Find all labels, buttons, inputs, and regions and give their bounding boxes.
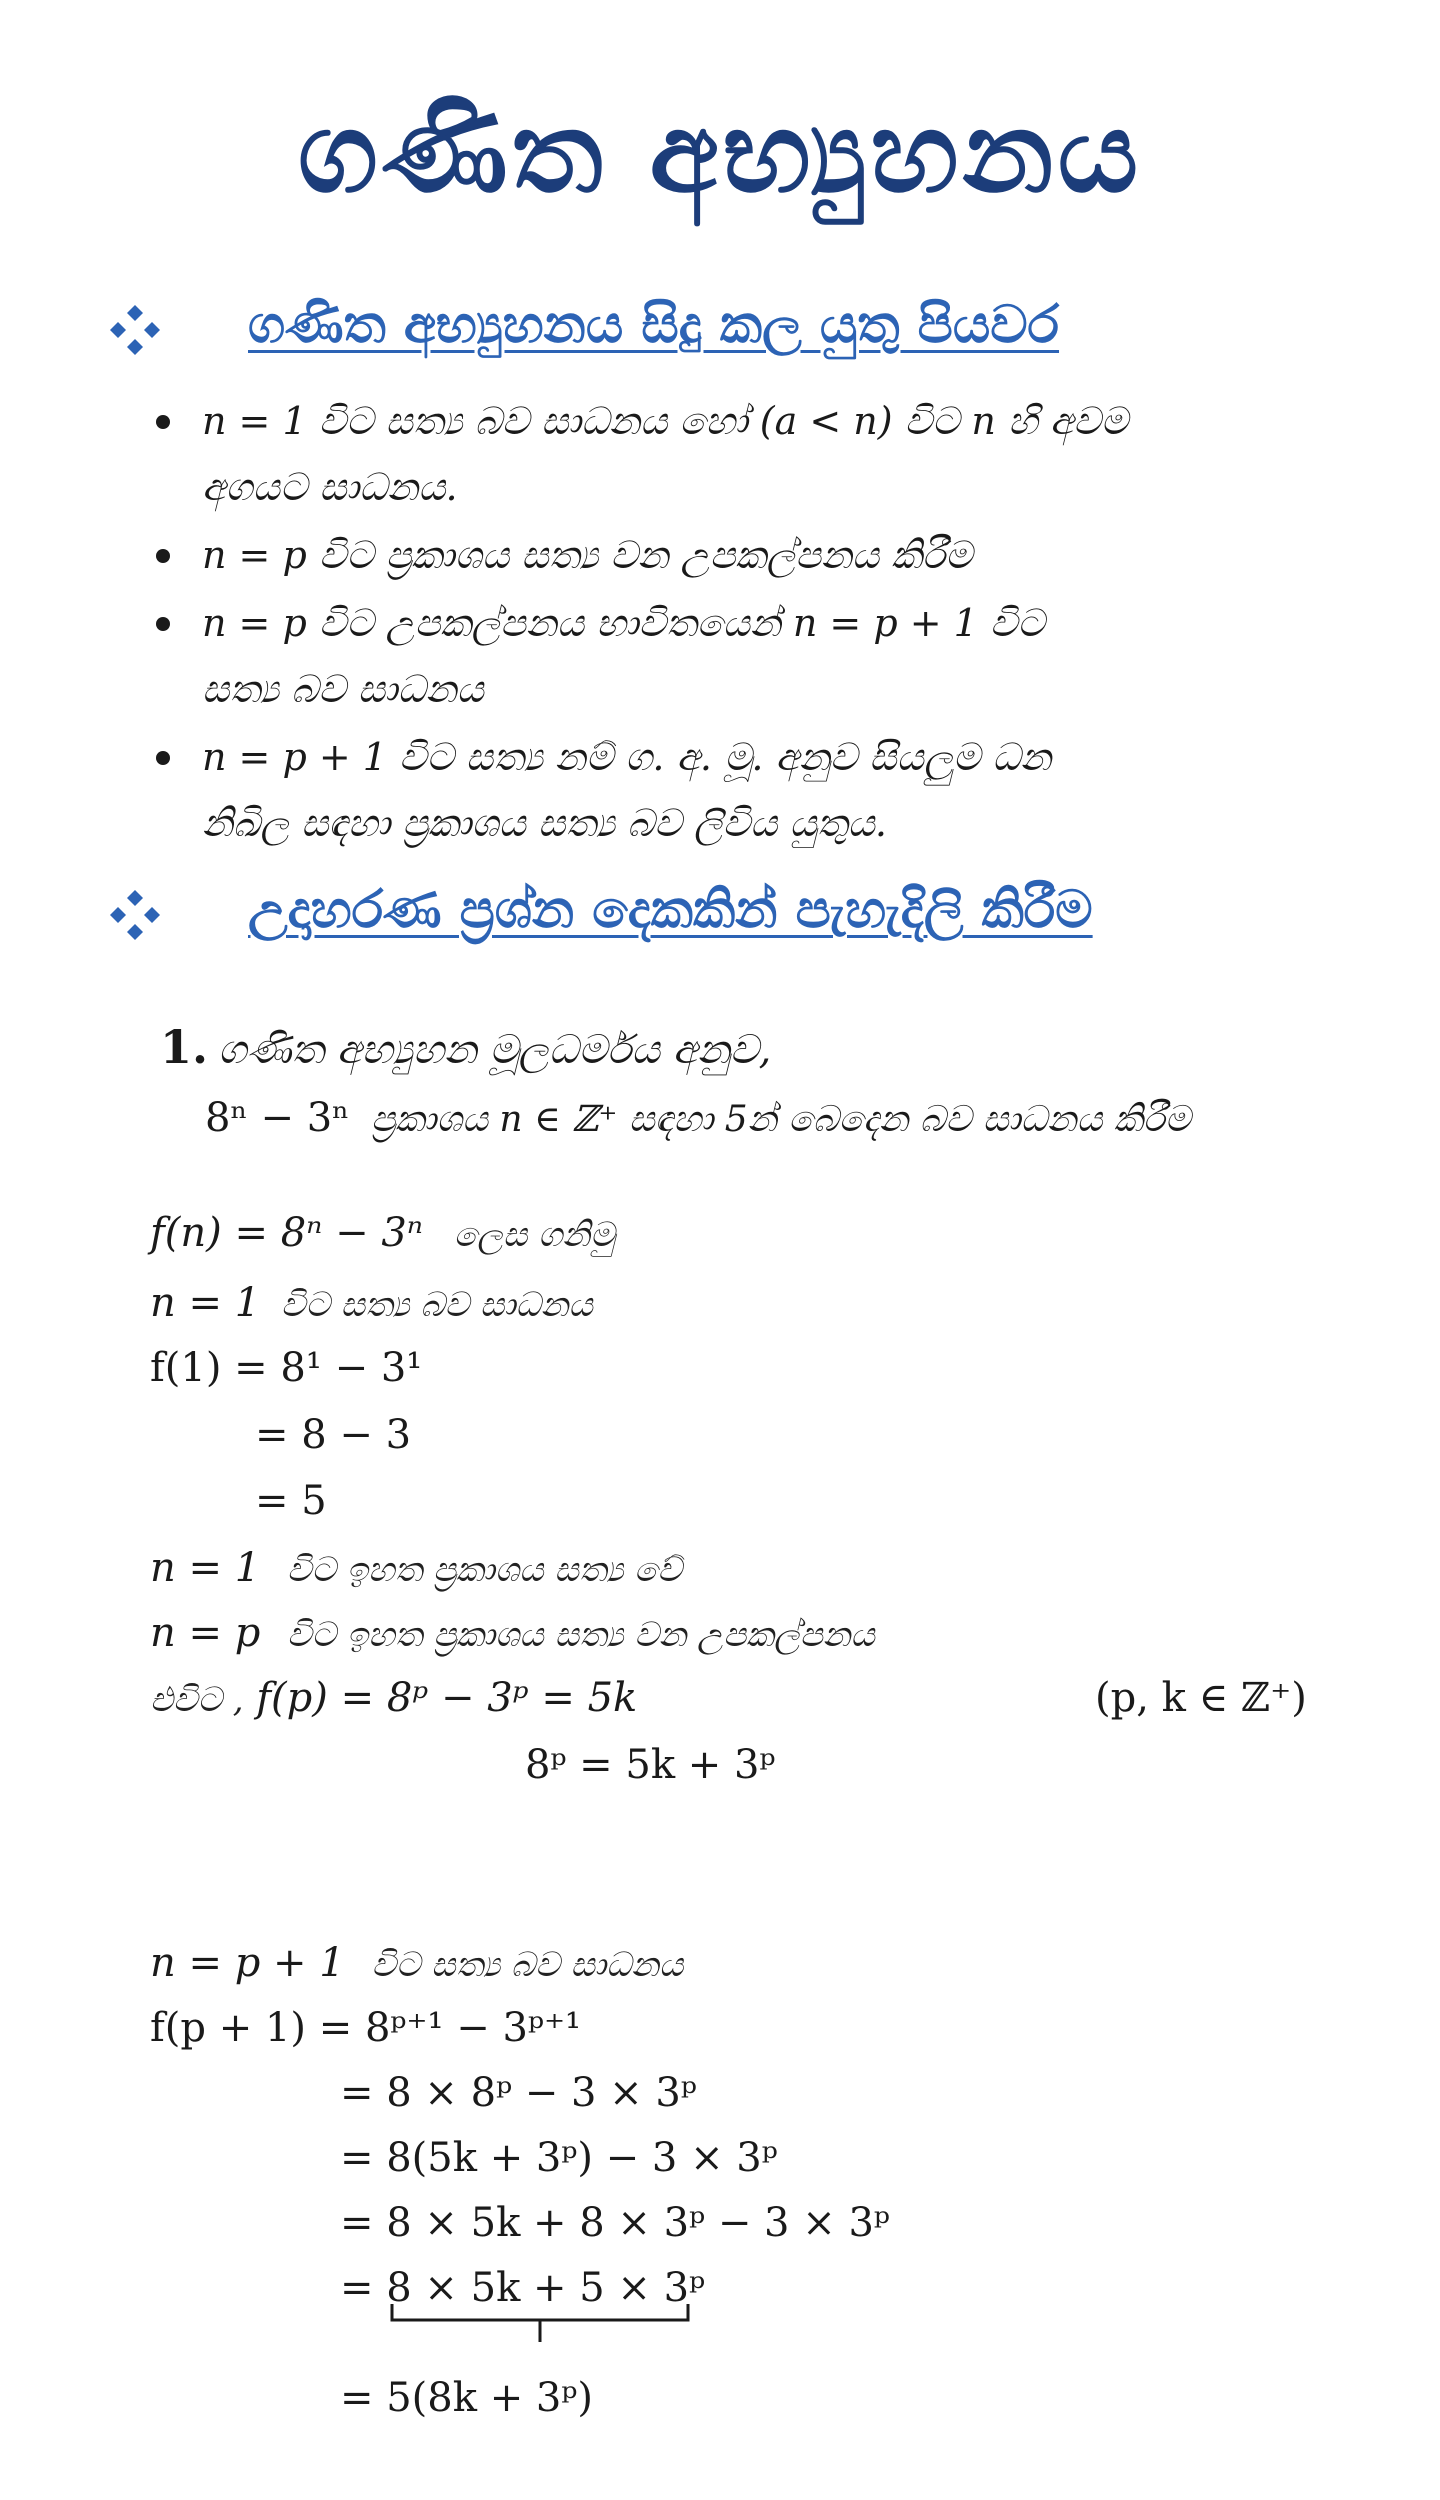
work-step-5: = 8 × 5k + 5 × 3ᵖ xyxy=(340,2265,706,2311)
bullet-icon xyxy=(156,415,170,429)
question-line-1: 1. ගණිත අභ්‍යුහන මූලධර්මය අනුව, xyxy=(160,1020,772,1074)
bullet-icon xyxy=(156,549,170,563)
section-heading-steps xyxy=(108,295,1368,385)
bullet-icon xyxy=(156,617,170,631)
bullet-icon xyxy=(156,751,170,765)
work-step-2: = 8 × 8ᵖ − 3 × 3ᵖ xyxy=(340,2070,697,2116)
page-title: ගණිත අභ්‍යුහනය xyxy=(297,88,1143,218)
diamond-bullet-icon xyxy=(108,303,162,357)
section-heading-text: උදාහරණ ප්‍රශ්න දෙකකින් පැහැදිලි කිරීම xyxy=(248,880,1093,940)
list-item: n = 1 විට සත්‍ය බව සාධනය හෝ (a < n) විට n හි අවම අගයට සාධනය. xyxy=(150,388,1290,520)
work-base-head: n = 1 විට සත්‍ය බව සාධනය xyxy=(150,1280,593,1326)
steps-list xyxy=(150,388,1290,858)
work-step-3: = 8(5k + 3ᵖ) − 3 × 3ᵖ xyxy=(340,2135,778,2181)
work-domain: (p, k ∈ ℤ⁺) xyxy=(1095,1675,1307,1721)
section-heading-text: ගණිත අභ්‍යුහනය සිදු කල යුතු පියවර xyxy=(248,295,1060,355)
work-then: එවිට , f(p) = 8ᵖ − 3ᵖ = 5k xyxy=(150,1675,638,1721)
list-item: n = p විට උපකල්පනය භාවිතයෙන් n = p + 1 විට සත්‍ය බව සාධනය xyxy=(150,590,1290,722)
work-step-6: = 5(8k + 3ᵖ) xyxy=(340,2375,593,2421)
work-rearranged: 8ᵖ = 5k + 3ᵖ xyxy=(525,1742,776,1788)
work-base-2: = 8 − 3 xyxy=(255,1412,412,1458)
work-step-1: f(p + 1) = 8ᵖ⁺¹ − 3ᵖ⁺¹ xyxy=(150,2005,582,2051)
work-assume: n = p විට ඉහත ප්‍රකාශය සත්‍ය වන උපකල්පනය xyxy=(150,1610,875,1656)
work-base-1: f(1) = 8¹ − 3¹ xyxy=(150,1345,423,1391)
work-step-head: n = p + 1 විට සත්‍ය බව සාධනය xyxy=(150,1940,684,1986)
diamond-bullet-icon xyxy=(108,888,162,942)
underbrace-icon xyxy=(390,2302,690,2348)
work-base-3: = 5 xyxy=(255,1478,327,1524)
work-let: f(n) = 8ⁿ − 3ⁿ ලෙස ගනිමු xyxy=(150,1210,615,1256)
work-base-conclusion: n = 1 විට ඉහත ප්‍රකාශය සත්‍ය වේ xyxy=(150,1545,682,1591)
section-heading-examples xyxy=(108,880,1368,970)
question-number: 1. xyxy=(160,1020,209,1074)
question-line-2: 8ⁿ − 3ⁿ ප්‍රකාශය n ∈ ℤ⁺ සඳහා 5න් බෙදෙන බව සාධනය කිරීම xyxy=(205,1095,1191,1141)
list-item: n = p + 1 විට සත්‍ය නම් ග. අ. මූ. අනුව සියලුම ධන නිඛිල සඳහා ප්‍රකාශය සත්‍ය බව ලිවිය යුතුය. xyxy=(150,724,1290,856)
work-step-4: = 8 × 5k + 8 × 3ᵖ − 3 × 3ᵖ xyxy=(340,2200,890,2246)
list-item: n = p විට ප්‍රකාශය සත්‍ය වන උපකල්පනය කිරීම xyxy=(150,522,1290,588)
